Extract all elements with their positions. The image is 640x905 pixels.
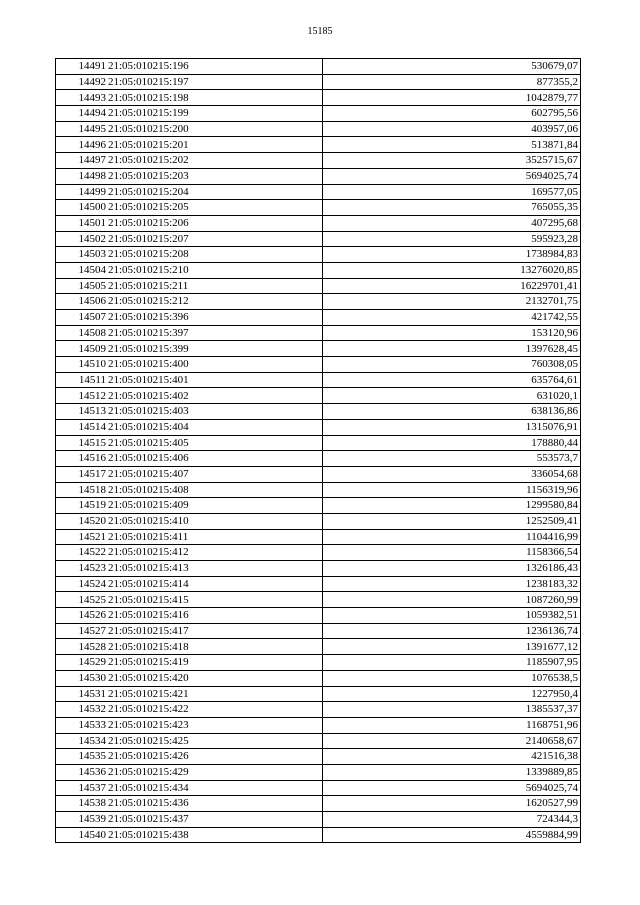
row-number: 14515	[56, 435, 108, 451]
row-number: 14539	[56, 812, 108, 828]
cadastral-number: 21:05:010215:429	[107, 764, 323, 780]
row-number: 14491	[56, 59, 108, 75]
cadastral-value: 1620527,99	[323, 796, 581, 812]
cadastral-number: 21:05:010215:413	[107, 561, 323, 577]
cadastral-number: 21:05:010215:410	[107, 513, 323, 529]
cadastral-value: 407295,68	[323, 215, 581, 231]
table-body	[56, 59, 581, 843]
cadastral-value: 1042879,77	[323, 90, 581, 106]
row-number: 14518	[56, 482, 108, 498]
cadastral-number: 21:05:010215:423	[107, 717, 323, 733]
cadastral-number: 21:05:010215:420	[107, 670, 323, 686]
cadastral-number: 21:05:010215:201	[107, 137, 323, 153]
row-number: 14499	[56, 184, 108, 200]
cadastral-value: 2132701,75	[323, 294, 581, 310]
cadastral-value: 13276020,85	[323, 262, 581, 278]
table-row	[56, 262, 581, 278]
table-row	[56, 545, 581, 561]
row-number: 14506	[56, 294, 108, 310]
table-row	[56, 278, 581, 294]
table-row	[56, 561, 581, 577]
cadastral-value: 1397628,45	[323, 341, 581, 357]
row-number: 14520	[56, 513, 108, 529]
cadastral-value: 1391677,12	[323, 639, 581, 655]
row-number: 14538	[56, 796, 108, 812]
cadastral-number: 21:05:010215:397	[107, 325, 323, 341]
cadastral-number: 21:05:010215:402	[107, 388, 323, 404]
table-row	[56, 121, 581, 137]
table-row	[56, 702, 581, 718]
table-row	[56, 341, 581, 357]
cadastral-value: 1315076,91	[323, 419, 581, 435]
page-number: 15185	[307, 26, 333, 37]
row-number: 14521	[56, 529, 108, 545]
cadastral-number: 21:05:010215:421	[107, 686, 323, 702]
row-number: 14496	[56, 137, 108, 153]
table-row	[56, 215, 581, 231]
row-number: 14519	[56, 498, 108, 514]
cadastral-value: 553573,7	[323, 451, 581, 467]
cadastral-value-table	[55, 58, 581, 843]
row-number: 14530	[56, 670, 108, 686]
row-number: 14502	[56, 231, 108, 247]
cadastral-number: 21:05:010215:417	[107, 623, 323, 639]
cadastral-number: 21:05:010215:418	[107, 639, 323, 655]
cadastral-value: 1168751,96	[323, 717, 581, 733]
table-row	[56, 686, 581, 702]
row-number: 14500	[56, 200, 108, 216]
cadastral-number: 21:05:010215:211	[107, 278, 323, 294]
cadastral-number: 21:05:010215:399	[107, 341, 323, 357]
row-number: 14501	[56, 215, 108, 231]
table-row	[56, 247, 581, 263]
cadastral-value: 1339889,85	[323, 764, 581, 780]
cadastral-number: 21:05:010215:422	[107, 702, 323, 718]
table-row	[56, 576, 581, 592]
table-row	[56, 168, 581, 184]
row-number: 14509	[56, 341, 108, 357]
table-row	[56, 231, 581, 247]
cadastral-number: 21:05:010215:210	[107, 262, 323, 278]
cadastral-value: 1185907,95	[323, 655, 581, 671]
cadastral-value: 16229701,41	[323, 278, 581, 294]
cadastral-value: 169577,05	[323, 184, 581, 200]
table-row	[56, 670, 581, 686]
row-number: 14505	[56, 278, 108, 294]
table-row	[56, 812, 581, 828]
table-row	[56, 184, 581, 200]
cadastral-value: 1299580,84	[323, 498, 581, 514]
cadastral-value: 631020,1	[323, 388, 581, 404]
cadastral-number: 21:05:010215:401	[107, 372, 323, 388]
cadastral-number: 21:05:010215:415	[107, 592, 323, 608]
cadastral-value: 1156319,96	[323, 482, 581, 498]
table-row	[56, 608, 581, 624]
cadastral-value: 602795,56	[323, 106, 581, 122]
row-number: 14537	[56, 780, 108, 796]
cadastral-number: 21:05:010215:414	[107, 576, 323, 592]
cadastral-number: 21:05:010215:412	[107, 545, 323, 561]
row-number: 14528	[56, 639, 108, 655]
cadastral-value: 403957,06	[323, 121, 581, 137]
cadastral-number: 21:05:010215:411	[107, 529, 323, 545]
cadastral-value: 1326186,43	[323, 561, 581, 577]
table-row	[56, 294, 581, 310]
cadastral-value: 421742,55	[323, 310, 581, 326]
cadastral-number: 21:05:010215:437	[107, 812, 323, 828]
row-number: 14525	[56, 592, 108, 608]
row-number: 14503	[56, 247, 108, 263]
cadastral-value: 5694025,74	[323, 780, 581, 796]
cadastral-value: 336054,68	[323, 466, 581, 482]
cadastral-number: 21:05:010215:405	[107, 435, 323, 451]
cadastral-number: 21:05:010215:434	[107, 780, 323, 796]
row-number: 14526	[56, 608, 108, 624]
row-number: 14532	[56, 702, 108, 718]
row-number: 14527	[56, 623, 108, 639]
table-row	[56, 733, 581, 749]
table-row	[56, 749, 581, 765]
cadastral-value: 530679,07	[323, 59, 581, 75]
row-number: 14531	[56, 686, 108, 702]
cadastral-value: 724344,3	[323, 812, 581, 828]
cadastral-value: 1076538,5	[323, 670, 581, 686]
row-number: 14493	[56, 90, 108, 106]
table-row	[56, 796, 581, 812]
cadastral-number: 21:05:010215:419	[107, 655, 323, 671]
cadastral-number: 21:05:010215:206	[107, 215, 323, 231]
row-number: 14507	[56, 310, 108, 326]
cadastral-value: 1238183,32	[323, 576, 581, 592]
cadastral-value: 638136,86	[323, 404, 581, 420]
table-row	[56, 592, 581, 608]
cadastral-number: 21:05:010215:204	[107, 184, 323, 200]
row-number: 14533	[56, 717, 108, 733]
cadastral-number: 21:05:010215:202	[107, 153, 323, 169]
row-number: 14508	[56, 325, 108, 341]
table-row	[56, 466, 581, 482]
row-number: 14510	[56, 357, 108, 373]
cadastral-value: 595923,28	[323, 231, 581, 247]
cadastral-number: 21:05:010215:396	[107, 310, 323, 326]
cadastral-value: 153120,96	[323, 325, 581, 341]
cadastral-value: 2140658,67	[323, 733, 581, 749]
cadastral-number: 21:05:010215:403	[107, 404, 323, 420]
cadastral-number: 21:05:010215:404	[107, 419, 323, 435]
cadastral-value: 5694025,74	[323, 168, 581, 184]
cadastral-value: 3525715,67	[323, 153, 581, 169]
row-number: 14529	[56, 655, 108, 671]
table-row	[56, 529, 581, 545]
row-number: 14492	[56, 74, 108, 90]
cadastral-value: 1738984,83	[323, 247, 581, 263]
row-number: 14513	[56, 404, 108, 420]
table-row	[56, 372, 581, 388]
cadastral-number: 21:05:010215:416	[107, 608, 323, 624]
cadastral-number: 21:05:010215:425	[107, 733, 323, 749]
cadastral-number: 21:05:010215:203	[107, 168, 323, 184]
cadastral-value: 635764,61	[323, 372, 581, 388]
table-row	[56, 482, 581, 498]
cadastral-value: 877355,2	[323, 74, 581, 90]
row-number: 14540	[56, 827, 108, 843]
row-number: 14512	[56, 388, 108, 404]
table-row	[56, 419, 581, 435]
cadastral-value: 4559884,99	[323, 827, 581, 843]
table-row	[56, 153, 581, 169]
table-row	[56, 655, 581, 671]
cadastral-value: 1087260,99	[323, 592, 581, 608]
row-number: 14497	[56, 153, 108, 169]
row-number: 14536	[56, 764, 108, 780]
row-number: 14498	[56, 168, 108, 184]
table-row	[56, 310, 581, 326]
row-number: 14517	[56, 466, 108, 482]
table-row	[56, 200, 581, 216]
table-row	[56, 325, 581, 341]
cadastral-value: 760308,05	[323, 357, 581, 373]
cadastral-number: 21:05:010215:426	[107, 749, 323, 765]
row-number: 14522	[56, 545, 108, 561]
cadastral-value: 1059382,51	[323, 608, 581, 624]
cadastral-number: 21:05:010215:438	[107, 827, 323, 843]
cadastral-number: 21:05:010215:197	[107, 74, 323, 90]
row-number: 14514	[56, 419, 108, 435]
row-number: 14524	[56, 576, 108, 592]
table-row	[56, 357, 581, 373]
table-row	[56, 780, 581, 796]
cadastral-value: 421516,38	[323, 749, 581, 765]
row-number: 14495	[56, 121, 108, 137]
row-number: 14511	[56, 372, 108, 388]
cadastral-number: 21:05:010215:199	[107, 106, 323, 122]
row-number: 14504	[56, 262, 108, 278]
cadastral-value: 1227950,4	[323, 686, 581, 702]
cadastral-value: 1236136,74	[323, 623, 581, 639]
table-row	[56, 74, 581, 90]
cadastral-value: 1158366,54	[323, 545, 581, 561]
table-row	[56, 59, 581, 75]
row-number: 14516	[56, 451, 108, 467]
cadastral-number: 21:05:010215:407	[107, 466, 323, 482]
cadastral-number: 21:05:010215:408	[107, 482, 323, 498]
table-row	[56, 435, 581, 451]
cadastral-number: 21:05:010215:205	[107, 200, 323, 216]
table-row	[56, 388, 581, 404]
row-number: 14534	[56, 733, 108, 749]
cadastral-number: 21:05:010215:212	[107, 294, 323, 310]
row-number: 14494	[56, 106, 108, 122]
table-row	[56, 451, 581, 467]
cadastral-value: 1252509,41	[323, 513, 581, 529]
cadastral-number: 21:05:010215:436	[107, 796, 323, 812]
cadastral-number: 21:05:010215:409	[107, 498, 323, 514]
cadastral-number: 21:05:010215:207	[107, 231, 323, 247]
table-row	[56, 513, 581, 529]
table-row	[56, 404, 581, 420]
cadastral-number: 21:05:010215:406	[107, 451, 323, 467]
table-row	[56, 827, 581, 843]
table-row	[56, 623, 581, 639]
table-row	[56, 137, 581, 153]
table-row	[56, 764, 581, 780]
cadastral-value: 1104416,99	[323, 529, 581, 545]
cadastral-value: 513871,84	[323, 137, 581, 153]
row-number: 14523	[56, 561, 108, 577]
cadastral-number: 21:05:010215:208	[107, 247, 323, 263]
table-row	[56, 90, 581, 106]
cadastral-value: 178880,44	[323, 435, 581, 451]
table-row	[56, 639, 581, 655]
cadastral-number: 21:05:010215:200	[107, 121, 323, 137]
cadastral-value: 1385537,37	[323, 702, 581, 718]
cadastral-number: 21:05:010215:196	[107, 59, 323, 75]
table-row	[56, 498, 581, 514]
table-row	[56, 106, 581, 122]
cadastral-number: 21:05:010215:400	[107, 357, 323, 373]
table-row	[56, 717, 581, 733]
row-number: 14535	[56, 749, 108, 765]
cadastral-value: 765055,35	[323, 200, 581, 216]
cadastral-number: 21:05:010215:198	[107, 90, 323, 106]
